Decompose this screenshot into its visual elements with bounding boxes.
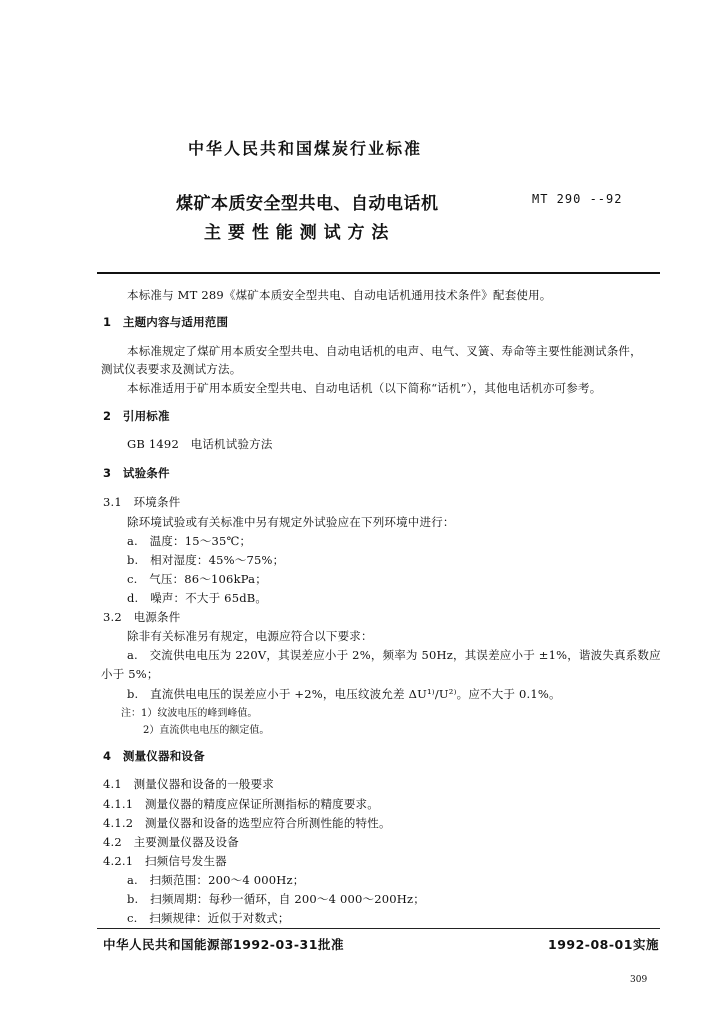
env-item-a: a. 温度：15～35℃；	[127, 534, 252, 548]
section-1-paragraph-1b: 测试仪表要求及测试方法。	[101, 362, 242, 376]
industry-standard-title: 中华人民共和国煤炭行业标准	[188, 139, 423, 158]
approval-line: 中华人民共和国能源部1992-03-31批准	[103, 937, 344, 952]
sweep-item-a: a. 扫频范围：200～4 000Hz；	[127, 873, 305, 887]
reference-standard: GB 1492 电话机试验方法	[127, 437, 273, 451]
section-4-heading: 4 测量仪器和设备	[103, 749, 205, 763]
note-2: 2）直流供电电压的额定值。	[143, 725, 270, 736]
section-4-2-1: 4.2.1 扫频信号发生器	[103, 854, 227, 868]
intro-paragraph: 本标准与 MT 289《煤矿本质安全型共电、自动电话机通用技术条件》配套使用。	[127, 288, 552, 302]
section-4-1-1: 4.1.1 测量仪器的精度应保证所测指标的精度要求。	[103, 797, 379, 811]
power-item-b: b. 直流供电电压的误差应小于 +2%，电压纹波允差 ΔU¹⁾/U²⁾。应不大于 0.1%。	[127, 687, 561, 701]
env-item-c: c. 气压：86～106kPa；	[127, 572, 267, 586]
section-3-2-heading: 3.2 电源条件	[103, 610, 181, 624]
env-item-b: b. 相对湿度：45%～75%；	[127, 553, 285, 567]
power-item-a-line2: 小于 5%；	[101, 667, 159, 681]
section-2-heading: 2 引用标准	[103, 409, 170, 423]
section-1-paragraph-2: 本标准适用于矿用本质安全型共电、自动电话机（以下简称“话机”），其他电话机亦可参考。	[127, 381, 602, 395]
section-4-1-heading: 4.1 测量仪器和设备的一般要求	[103, 777, 274, 791]
section-4-1-2: 4.1.2 测量仪器和设备的选型应符合所测性能的特性。	[103, 816, 391, 830]
document-title-line1: 煤矿本质安全型共电、自动电话机	[176, 194, 439, 214]
section-1-paragraph-1a: 本标准规定了煤矿用本质安全型共电、自动电话机的电声、电气、叉簧、寿命等主要性能测试条件，	[127, 344, 642, 358]
section-3-heading: 3 试验条件	[103, 466, 170, 480]
power-item-a-line1: a. 交流供电电压为 220V，其误差应小于 2%，频率为 50Hz，其误差应小于 ±1%，谐波失真系数应	[127, 648, 661, 662]
note-1: 注：1）纹波电压的峰到峰值。	[121, 708, 258, 719]
footer-rule	[97, 928, 660, 929]
section-1-heading: 1 主题内容与适用范围	[103, 315, 229, 329]
implementation-date: 1992-08-01实施	[548, 937, 659, 952]
page-number: 309	[630, 975, 648, 985]
section-3-1-paragraph: 除环境试验或有关标准中另有规定外试验应在下列环境中进行：	[127, 515, 455, 529]
standard-code: MT 290 --92	[532, 192, 623, 206]
section-4-2-heading: 4.2 主要测量仪器及设备	[103, 835, 239, 849]
section-3-2-paragraph: 除非有关标准另有规定，电源应符合以下要求：	[127, 629, 373, 643]
sweep-item-c: c. 扫频规律：近似于对数式；	[127, 911, 290, 925]
sweep-item-b: b. 扫频周期：每秒一循环，自 200～4 000～200Hz；	[127, 892, 425, 906]
header-rule	[97, 272, 660, 274]
env-item-d: d. 噪声：不大于 65dB。	[127, 591, 268, 605]
document-title-line2: 主 要 性 能 测 试 方 法	[204, 223, 389, 243]
section-3-1-heading: 3.1 环境条件	[103, 495, 181, 509]
